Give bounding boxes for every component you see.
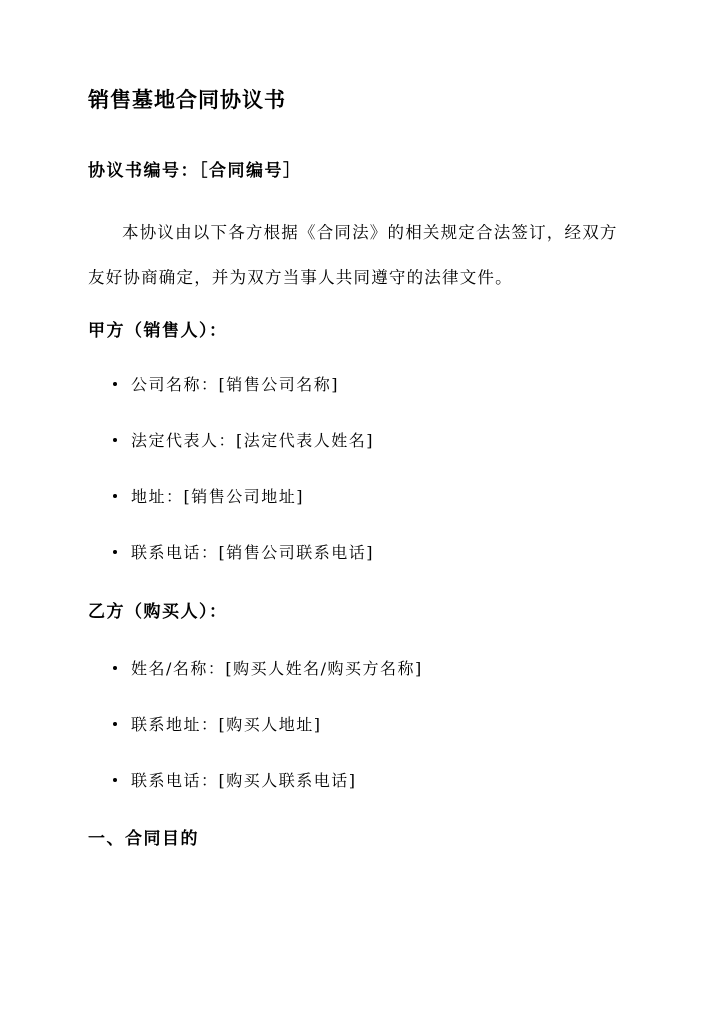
bullet-icon: [113, 438, 117, 442]
bullet-icon: [113, 382, 117, 386]
list-item: [113, 656, 423, 679]
list-item-text: 公司名称：[销售公司名称]: [131, 375, 339, 394]
list-item-text: 姓名/名称：[购买人姓名/购买方名称]: [131, 659, 423, 678]
list-item: [113, 712, 322, 735]
bullet-icon: [113, 550, 117, 554]
bullet-icon: [113, 722, 117, 726]
intro-paragraph: 本协议由以下各方根据《合同法》的相关规定合法签订，经双方友好协商确定，并为双方当事人共同遵守的法律文件。: [88, 223, 618, 287]
list-item-text: 联系电话：[销售公司联系电话]: [131, 543, 374, 562]
bullet-icon: [113, 666, 117, 670]
document-title: 销售墓地合同协议书: [88, 87, 286, 112]
section-heading: 一、合同目的: [88, 829, 199, 849]
list-item: [113, 540, 374, 563]
bullet-icon: [113, 494, 117, 498]
list-item-text: 地址：[销售公司地址]: [131, 487, 304, 506]
list-item: [113, 484, 304, 507]
list-item-text: 联系电话：[购买人联系电话]: [131, 771, 357, 790]
party-a-heading: 甲方（销售人）：: [88, 321, 228, 341]
bullet-icon: [113, 778, 117, 782]
list-item: [113, 372, 339, 395]
list-item: [113, 768, 357, 791]
contract-number: 协议书编号：［合同编号］: [88, 161, 302, 181]
list-item-text: 法定代表人：[法定代表人姓名]: [131, 431, 374, 450]
party-b-heading: 乙方（购买人）：: [88, 602, 228, 622]
list-item: [113, 428, 374, 451]
list-item-text: 联系地址：[购买人地址]: [131, 715, 322, 734]
